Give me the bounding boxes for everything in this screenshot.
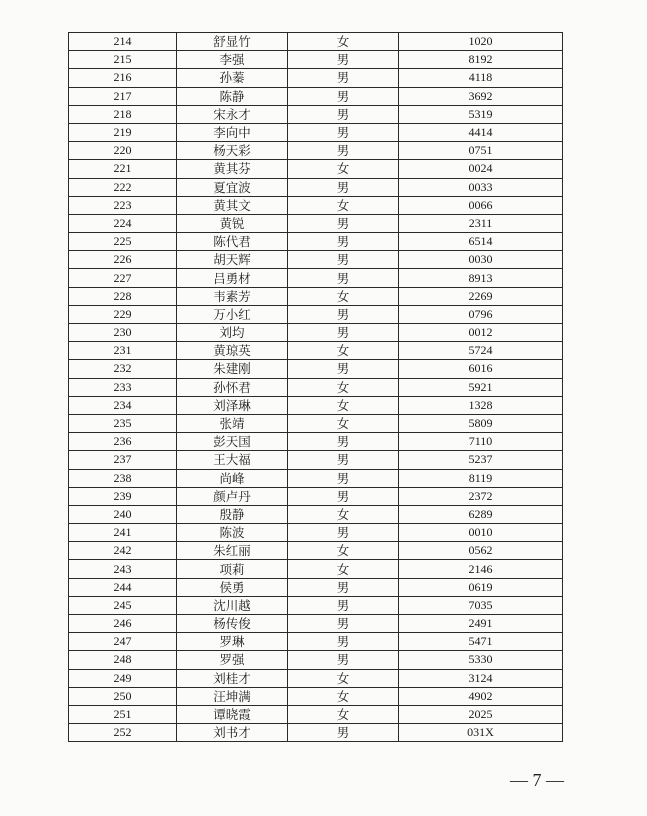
table-row <box>69 324 563 342</box>
table-row <box>69 414 563 432</box>
row-number-cell: 247 <box>69 633 177 651</box>
name-cell: 项莉 <box>177 560 288 578</box>
table-row <box>69 142 563 160</box>
row-number-cell: 235 <box>69 414 177 432</box>
gender-cell: 男 <box>288 615 399 633</box>
row-number-cell: 228 <box>69 287 177 305</box>
table-row <box>69 360 563 378</box>
name-cell: 黄其芬 <box>177 160 288 178</box>
name-cell: 沈川越 <box>177 596 288 614</box>
row-number-cell: 250 <box>69 687 177 705</box>
row-number-cell: 237 <box>69 451 177 469</box>
gender-cell: 男 <box>288 469 399 487</box>
code-cell: 0066 <box>399 196 563 214</box>
table-row <box>69 69 563 87</box>
gender-cell: 男 <box>288 123 399 141</box>
name-cell: 谭晓霞 <box>177 705 288 723</box>
name-cell: 杨传俊 <box>177 615 288 633</box>
row-number-cell: 240 <box>69 505 177 523</box>
name-cell: 彭天国 <box>177 433 288 451</box>
gender-cell: 男 <box>288 51 399 69</box>
row-number-cell: 231 <box>69 342 177 360</box>
row-number-cell: 221 <box>69 160 177 178</box>
table-row <box>69 123 563 141</box>
row-number-cell: 248 <box>69 651 177 669</box>
name-cell: 颜卢丹 <box>177 487 288 505</box>
table-row <box>69 633 563 651</box>
table-row <box>69 724 563 742</box>
row-number-cell: 239 <box>69 487 177 505</box>
table-row <box>69 578 563 596</box>
table-row <box>69 105 563 123</box>
code-cell: 0751 <box>399 142 563 160</box>
gender-cell: 女 <box>288 669 399 687</box>
name-cell: 万小红 <box>177 305 288 323</box>
code-cell: 2269 <box>399 287 563 305</box>
code-cell: 2311 <box>399 214 563 232</box>
row-number-cell: 222 <box>69 178 177 196</box>
code-cell: 5237 <box>399 451 563 469</box>
table-row <box>69 33 563 51</box>
table-row <box>69 378 563 396</box>
code-cell: 5921 <box>399 378 563 396</box>
code-cell: 6289 <box>399 505 563 523</box>
table-row <box>69 269 563 287</box>
code-cell: 8119 <box>399 469 563 487</box>
row-number-cell: 234 <box>69 396 177 414</box>
table-row <box>69 705 563 723</box>
table-row <box>69 669 563 687</box>
row-number-cell: 220 <box>69 142 177 160</box>
gender-cell: 男 <box>288 233 399 251</box>
gender-cell: 女 <box>288 505 399 523</box>
row-number-cell: 217 <box>69 87 177 105</box>
table-row <box>69 251 563 269</box>
table-row <box>69 542 563 560</box>
code-cell: 5809 <box>399 414 563 432</box>
table-row <box>69 451 563 469</box>
name-cell: 王大福 <box>177 451 288 469</box>
row-number-cell: 233 <box>69 378 177 396</box>
gender-cell: 女 <box>288 705 399 723</box>
table-row <box>69 87 563 105</box>
row-number-cell: 223 <box>69 196 177 214</box>
table-row <box>69 305 563 323</box>
code-cell: 6514 <box>399 233 563 251</box>
gender-cell: 男 <box>288 487 399 505</box>
row-number-cell: 229 <box>69 305 177 323</box>
table-row <box>69 214 563 232</box>
row-number-cell: 241 <box>69 524 177 542</box>
gender-cell: 男 <box>288 324 399 342</box>
gender-cell: 女 <box>288 560 399 578</box>
table-row <box>69 51 563 69</box>
table-row <box>69 396 563 414</box>
name-cell: 黄琼英 <box>177 342 288 360</box>
name-cell: 杨天彩 <box>177 142 288 160</box>
code-cell: 1020 <box>399 33 563 51</box>
table-row <box>69 233 563 251</box>
code-cell: 0619 <box>399 578 563 596</box>
code-cell: 5330 <box>399 651 563 669</box>
page-number: — 7 — <box>510 770 564 790</box>
code-cell: 0033 <box>399 178 563 196</box>
gender-cell: 男 <box>288 305 399 323</box>
gender-cell: 男 <box>288 433 399 451</box>
name-cell: 朱红丽 <box>177 542 288 560</box>
table-row <box>69 178 563 196</box>
code-cell: 031X <box>399 724 563 742</box>
table-row <box>69 560 563 578</box>
code-cell: 8913 <box>399 269 563 287</box>
row-number-cell: 215 <box>69 51 177 69</box>
table-row <box>69 596 563 614</box>
gender-cell: 男 <box>288 105 399 123</box>
row-number-cell: 236 <box>69 433 177 451</box>
gender-cell: 女 <box>288 378 399 396</box>
table-row <box>69 615 563 633</box>
name-cell: 李强 <box>177 51 288 69</box>
name-cell: 张靖 <box>177 414 288 432</box>
code-cell: 6016 <box>399 360 563 378</box>
gender-cell: 女 <box>288 287 399 305</box>
code-cell: 4902 <box>399 687 563 705</box>
row-number-cell: 225 <box>69 233 177 251</box>
name-cell: 韦素芳 <box>177 287 288 305</box>
name-cell: 朱建刚 <box>177 360 288 378</box>
gender-cell: 女 <box>288 160 399 178</box>
code-cell: 0010 <box>399 524 563 542</box>
gender-cell: 男 <box>288 360 399 378</box>
gender-cell: 男 <box>288 142 399 160</box>
name-cell: 侯勇 <box>177 578 288 596</box>
gender-cell: 女 <box>288 396 399 414</box>
code-cell: 5319 <box>399 105 563 123</box>
code-cell: 2146 <box>399 560 563 578</box>
table-row <box>69 524 563 542</box>
code-cell: 3124 <box>399 669 563 687</box>
name-cell: 舒显竹 <box>177 33 288 51</box>
gender-cell: 男 <box>288 596 399 614</box>
gender-cell: 男 <box>288 69 399 87</box>
code-cell: 2025 <box>399 705 563 723</box>
gender-cell: 女 <box>288 414 399 432</box>
name-cell: 孙怀君 <box>177 378 288 396</box>
row-number-cell: 232 <box>69 360 177 378</box>
row-number-cell: 246 <box>69 615 177 633</box>
gender-cell: 男 <box>288 178 399 196</box>
gender-cell: 男 <box>288 578 399 596</box>
table-row <box>69 505 563 523</box>
code-cell: 8192 <box>399 51 563 69</box>
table-row <box>69 196 563 214</box>
table-row <box>69 287 563 305</box>
code-cell: 5724 <box>399 342 563 360</box>
gender-cell: 男 <box>288 524 399 542</box>
row-number-cell: 227 <box>69 269 177 287</box>
row-number-cell: 218 <box>69 105 177 123</box>
gender-cell: 男 <box>288 87 399 105</box>
name-cell: 宋永才 <box>177 105 288 123</box>
name-cell: 刘泽琳 <box>177 396 288 414</box>
name-cell: 陈代君 <box>177 233 288 251</box>
code-cell: 5471 <box>399 633 563 651</box>
name-cell: 汪坤满 <box>177 687 288 705</box>
gender-cell: 女 <box>288 687 399 705</box>
code-cell: 4414 <box>399 123 563 141</box>
row-number-cell: 230 <box>69 324 177 342</box>
table-row <box>69 160 563 178</box>
table-row <box>69 342 563 360</box>
roster-table <box>68 32 563 742</box>
gender-cell: 女 <box>288 196 399 214</box>
row-number-cell: 219 <box>69 123 177 141</box>
code-cell: 7035 <box>399 596 563 614</box>
row-number-cell: 243 <box>69 560 177 578</box>
gender-cell: 女 <box>288 33 399 51</box>
table-row <box>69 651 563 669</box>
gender-cell: 女 <box>288 342 399 360</box>
table-row <box>69 687 563 705</box>
name-cell: 吕勇材 <box>177 269 288 287</box>
name-cell: 刘均 <box>177 324 288 342</box>
name-cell: 尚峰 <box>177 469 288 487</box>
name-cell: 夏宜波 <box>177 178 288 196</box>
name-cell: 陈静 <box>177 87 288 105</box>
gender-cell: 男 <box>288 651 399 669</box>
row-number-cell: 244 <box>69 578 177 596</box>
row-number-cell: 224 <box>69 214 177 232</box>
row-number-cell: 216 <box>69 69 177 87</box>
row-number-cell: 252 <box>69 724 177 742</box>
row-number-cell: 249 <box>69 669 177 687</box>
table-row <box>69 469 563 487</box>
row-number-cell: 226 <box>69 251 177 269</box>
code-cell: 0030 <box>399 251 563 269</box>
name-cell: 刘书才 <box>177 724 288 742</box>
name-cell: 孙蓁 <box>177 69 288 87</box>
name-cell: 李向中 <box>177 123 288 141</box>
code-cell: 0796 <box>399 305 563 323</box>
row-number-cell: 238 <box>69 469 177 487</box>
code-cell: 0012 <box>399 324 563 342</box>
code-cell: 7110 <box>399 433 563 451</box>
row-number-cell: 251 <box>69 705 177 723</box>
name-cell: 黄其文 <box>177 196 288 214</box>
table-row <box>69 487 563 505</box>
row-number-cell: 242 <box>69 542 177 560</box>
code-cell: 2491 <box>399 615 563 633</box>
code-cell: 0024 <box>399 160 563 178</box>
code-cell: 4118 <box>399 69 563 87</box>
gender-cell: 女 <box>288 542 399 560</box>
roster-table-body <box>69 33 563 742</box>
name-cell: 刘桂才 <box>177 669 288 687</box>
code-cell: 0562 <box>399 542 563 560</box>
row-number-cell: 214 <box>69 33 177 51</box>
gender-cell: 男 <box>288 633 399 651</box>
code-cell: 2372 <box>399 487 563 505</box>
gender-cell: 男 <box>288 451 399 469</box>
name-cell: 黄锐 <box>177 214 288 232</box>
name-cell: 罗琳 <box>177 633 288 651</box>
gender-cell: 男 <box>288 269 399 287</box>
name-cell: 罗强 <box>177 651 288 669</box>
name-cell: 殷静 <box>177 505 288 523</box>
gender-cell: 男 <box>288 214 399 232</box>
name-cell: 胡天辉 <box>177 251 288 269</box>
code-cell: 3692 <box>399 87 563 105</box>
name-cell: 陈波 <box>177 524 288 542</box>
row-number-cell: 245 <box>69 596 177 614</box>
table-row <box>69 433 563 451</box>
code-cell: 1328 <box>399 396 563 414</box>
gender-cell: 男 <box>288 724 399 742</box>
gender-cell: 男 <box>288 251 399 269</box>
